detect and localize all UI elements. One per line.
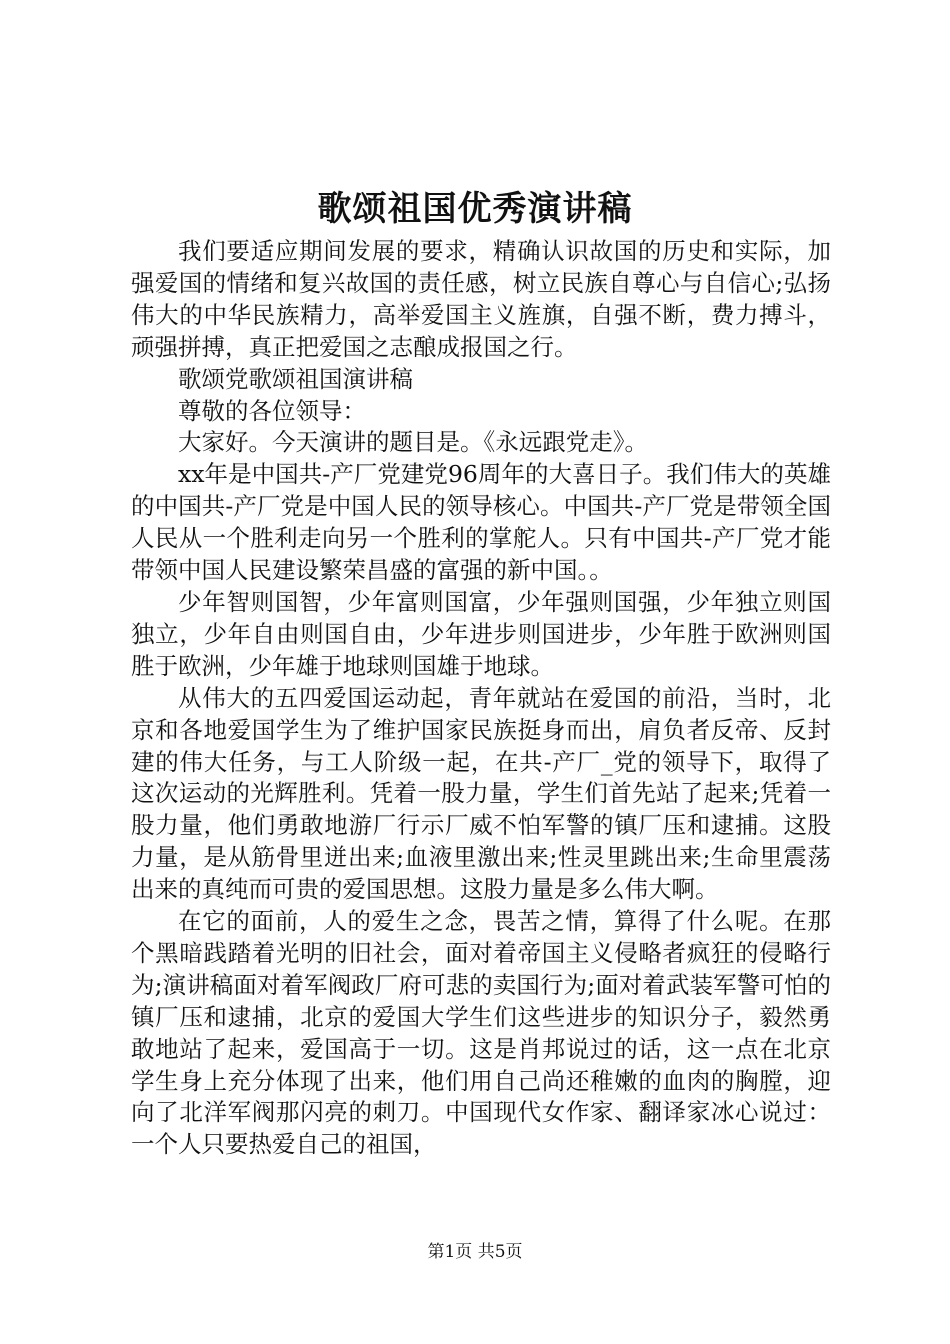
paragraph: 大家好。今天演讲的题目是。《永远跟党走》。 [178, 428, 648, 457]
paragraph: 我们要适应期间发展的要求，精确认识故国的历史和实际，加强爱国的情绪和复兴故国的责任感，树立民族自尊心与自信心;弘扬伟大的中华民族精力，高举爱国主义旌旗，自强不断，费力搏斗，顽强拼搏，真正把爱国之志酿成报国之行。 [131, 237, 831, 361]
paragraph: 歌颂党歌颂祖国演讲稿 [178, 364, 413, 393]
paragraph: xx年是中国共-产厂党建党96周年的大喜日子。我们伟大的英雄的中国共-产厂党是中国人民的领导核心。中国共-产厂党是带领全国人民从一个胜利走向另一个胜利的掌舵人。只有中国共-产厂党才能带领中国人民建设繁荣昌盛的富强的新中国。。 [131, 460, 831, 585]
paragraph: 少年智则国智，少年富则国富，少年强则国强，少年独立则国独立，少年自由则国自由，少年进步则国进步，少年胜于欧洲则国胜于欧洲，少年雄于地球则国雄于地球。 [131, 587, 831, 680]
document-body [131, 236, 831, 1161]
paragraph: 从伟大的五四爱国运动起，青年就站在爱国的前沿，当时，北京和各地爱国学生为了维护国家民族挺身而出，肩负者反帝、反封建的伟大任务，与工人阶级一起，在共-产厂_党的领导下，取得了这次运动的光辉胜利。凭着一股力量，学生们首先站了起来;凭着一股力量，他们勇敢地游厂行示厂威不怕军警的镇厂压和逮捕。这股力量，是从筋骨里迸出来;血液里激出来;性灵里跳出来;生命里震荡出来的真纯而可贵的爱国思想。这股力量是多么伟大啊。 [131, 683, 831, 904]
page-number-footer: 第1页 共5页 [427, 1242, 523, 1262]
paragraph: 在它的面前，人的爱生之念，畏苦之情，算得了什么呢。在那个黑暗践踏着光明的旧社会，面对着帝国主义侵略者疯狂的侵略行为;演讲稿面对着军阀政厂府可悲的卖国行为;面对着武装军警可怕的镇厂压和逮捕，北京的爱国大学生们这些进步的知识分子，毅然勇敢地站了起来，爱国高于一切。这是肖邦说过的话，这一点在北京学生身上充分体现了出来，他们用自己尚还稚嫩的血肉的胸膛，迎向了北洋军阀那闪亮的刺刀。中国现代女作家、翻译家冰心说过：一个人只要热爱自己的祖国， [131, 907, 831, 1159]
paragraph: 尊敬的各位领导： [178, 396, 366, 425]
document-title: 歌颂祖国优秀演讲稿 [317, 189, 633, 229]
